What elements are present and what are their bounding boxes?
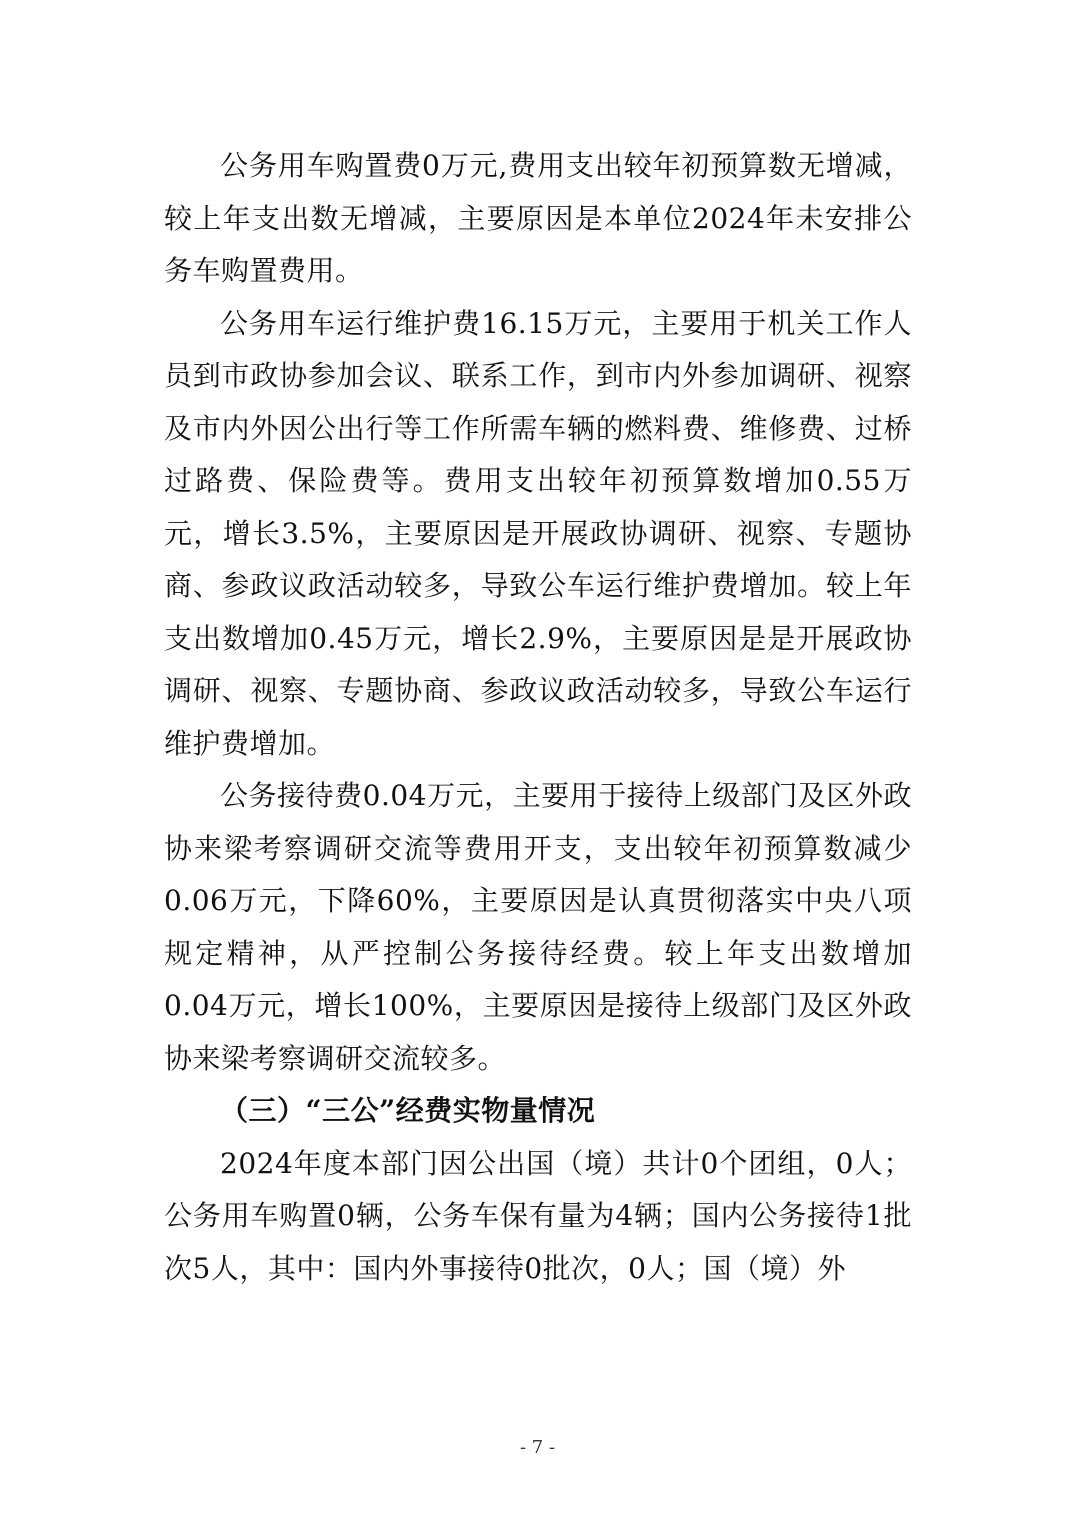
document-body xyxy=(164,140,912,1295)
paragraph-reception-expense: 公务接待费0.04万元，主要用于接待上级部门及区外政协来梁考察调研交流等费用开支，支出较年初预算数减少0.06万元，下降60%，主要原因是认真贯彻落实中央八项规定精神，从严控制公务接待经费。较上年支出数增加0.04万元，增长100%，主要原因是接待上级部门及区外政协来梁考察调研交流较多。 xyxy=(164,779,912,1075)
paragraph-physical-quantity: 2024年度本部门因公出国（境）共计0个团组，0人；公务用车购置0辆，公务车保有量为4辆；国内公务接待1批次5人，其中：国内外事接待0批次，0人；国（境）外 xyxy=(164,1146,912,1285)
paragraph-vehicle-maintenance: 公务用车运行维护费16.15万元，主要用于机关工作人员到市政协参加会议、联系工作，到市内外参加调研、视察及市内外因公出行等工作所需车辆的燃料费、维修费、过桥过路费、保险费等。费用支出较年初预算数增加0.55万元，增长3.5%，主要原因是开展政协调研、视察、专题协商、参政议政活动较多，导致公车运行维护费增加。较上年支出数增加0.45万元，增长2.9%，主要原因是是开展政协调研、视察、专题协商、参政议政活动较多，导致公车运行维护费增加。 xyxy=(164,306,912,760)
page-number: - 7 - xyxy=(519,1437,556,1458)
paragraph-vehicle-purchase: 公务用车购置费0万元,费用支出较年初预算数无增减，较上年支出数无增减，主要原因是本单位2024年未安排公务车购置费用。 xyxy=(164,149,912,287)
section-heading: （三）“三公”经费实物量情况 xyxy=(220,1094,596,1127)
